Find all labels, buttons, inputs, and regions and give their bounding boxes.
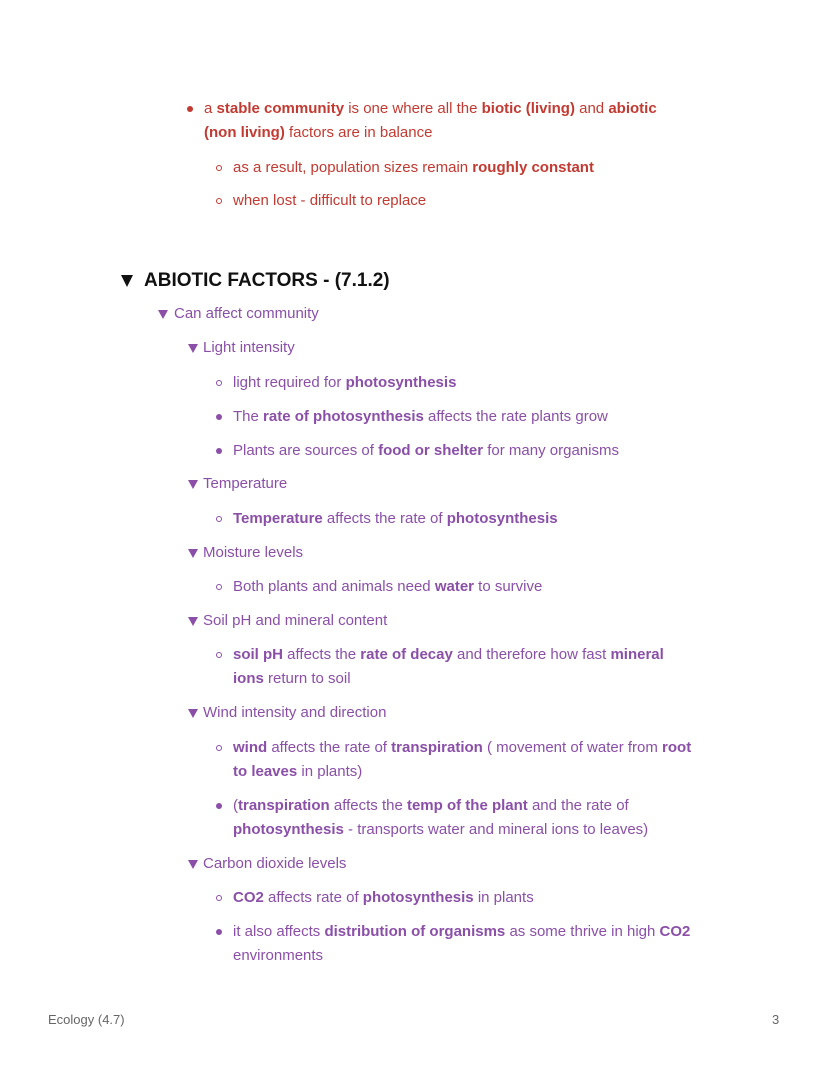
sub-bullet-icon [216,380,222,386]
wind-item-1-line-1: wind affects the rate of transpiration ( movement of water from root [233,739,692,756]
stable-line-2: (non living) factors are in balance [204,124,433,141]
toggle-can-affect: Can affect community [174,305,319,322]
toggle-triangle-icon[interactable] [188,480,198,489]
toggle-wind: Wind intensity and direction [203,704,387,721]
sub-bullet-icon [216,198,222,204]
toggle-triangle-icon[interactable] [188,860,198,869]
toggle-triangle-icon[interactable] [188,344,198,353]
sub-bullet-icon [216,165,222,171]
wind-item-1-line-2: to leaves in plants) [233,763,363,780]
toggle-triangle-icon[interactable] [188,617,198,626]
footer-title: Ecology (4.7) [48,1012,125,1027]
wind-item-2-line-2: photosynthesis - transports water and mineral ions to leaves) [233,821,649,838]
light-item-2: The rate of photosynthesis affects the rate plants grow [233,408,608,425]
temperature-item-1: Temperature affects the rate of photosynthesis [233,510,558,527]
wind-item-2-line-1: (transpiration affects the temp of the plant and the rate of [233,797,629,814]
toggle-triangle-icon[interactable] [121,275,133,287]
co2-item-2-line-2: environments [233,947,324,964]
co2-item-2-line-1: it also affects distribution of organisms as some thrive in high CO2 [233,923,691,940]
toggle-co2: Carbon dioxide levels [203,855,347,872]
soil-item-1-line-1: soil pH affects the rate of decay and therefore how fast mineral [233,646,664,663]
bullet-icon [187,106,193,112]
sub-bullet-icon [216,516,222,522]
light-item-1: light required for photosynthesis [233,374,457,391]
stable-sub-2: when lost - difficult to replace [233,192,427,209]
toggle-triangle-icon[interactable] [188,709,198,718]
sub-bullet-icon [216,652,222,658]
co2-item-1: CO2 affects rate of photosynthesis in plants [233,889,534,906]
bullet-icon [216,448,222,454]
toggle-triangle-icon[interactable] [158,310,168,319]
stable-line-1: a stable community is one where all the biotic (living) and abiotic [204,100,657,117]
toggle-soil: Soil pH and mineral content [203,612,388,629]
soil-item-1-line-2: ions return to soil [233,670,351,687]
bullet-icon [216,929,222,935]
light-item-3: Plants are sources of food or shelter for many organisms [233,442,619,459]
toggle-triangle-icon[interactable] [188,549,198,558]
section-heading: ABIOTIC FACTORS - (7.1.2) [144,270,390,291]
bullet-icon [216,414,222,420]
bullet-icon [216,803,222,809]
sub-bullet-icon [216,584,222,590]
moisture-item-1: Both plants and animals need water to survive [233,578,543,595]
stable-sub-1: as a result, population sizes remain roughly constant [233,159,594,176]
toggle-light-intensity: Light intensity [203,339,295,356]
toggle-moisture: Moisture levels [203,544,304,561]
page-number: 3 [772,1012,780,1027]
sub-bullet-icon [216,745,222,751]
sub-bullet-icon [216,895,222,901]
toggle-temperature: Temperature [203,475,288,492]
